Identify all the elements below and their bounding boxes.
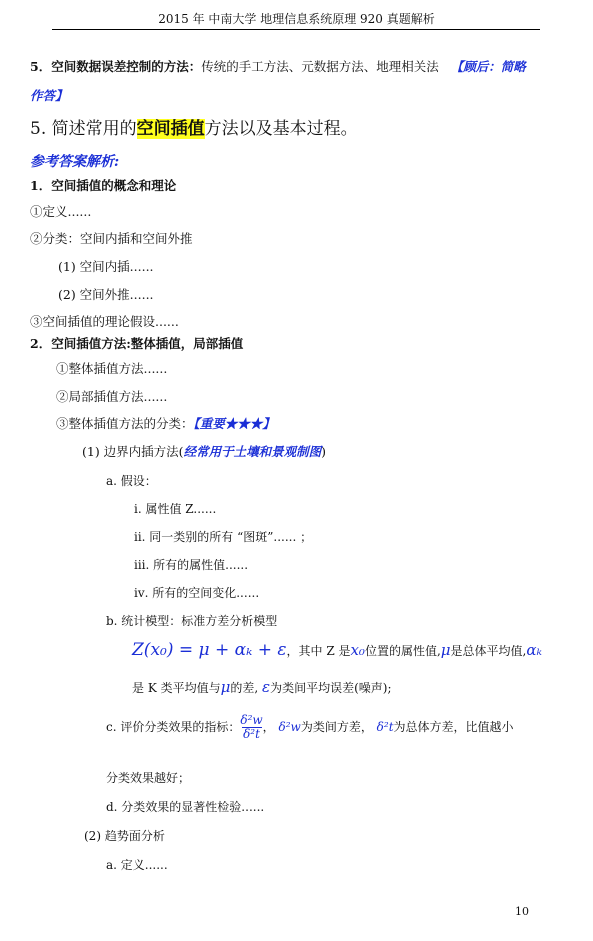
header-rule [52,29,540,30]
evaluation-cont: 分类效果越好； [106,771,191,785]
boundary-method-close: ) [321,444,326,459]
between-variance-text: 为类间方差， [300,720,373,734]
formula-alpha: αₖ [526,641,542,659]
importance-note: 【重要★★★】 [193,416,275,431]
formula-expl-1: 是 K 类平均值与 [132,681,221,695]
formula-expl-epsilon: ε [262,678,271,696]
section1-item-extrapolation: (2) 空间外推...... [58,287,154,302]
section1-item-definition: ①定义...... [30,204,92,219]
section2-item-global: ①整体插值方法...... [56,361,168,376]
question-highlight: 空间插值 [136,119,205,139]
section1-item-assumption: ③空间插值的理论假设...... [30,314,179,329]
page-header: 2015 年 中南大学 地理信息系统原理 920 真题解析 [158,12,435,26]
prev-answer-note-cont: 作答】 [30,88,68,103]
prev-answer-label: 5．空间数据误差控制的方法： [30,59,202,74]
formula-text-3: 是总体平均值, [450,644,527,658]
assumption-label: a. 假设： [106,474,157,488]
formula-explanation [132,678,392,696]
prev-answer-note: 【顾后：简略 [450,59,526,74]
evaluation-index-label: c. 评价分类效果的指标： [106,720,241,734]
page-number: 10 [515,905,529,918]
evaluation-index [106,714,514,741]
trend-surface-analysis: (2) 趋势面分析 [84,829,165,843]
question-suffix: 方法以及基本过程。 [204,119,358,139]
evaluation-comma: ， [262,720,275,734]
prev-answer-line [30,57,526,75]
formula-line [132,640,542,660]
section1-item-interpolation: (1) 空间内插...... [58,259,154,274]
formula-main: Z(x₀) = μ + αₖ + ε [132,640,287,660]
question-title [30,114,358,139]
section1-item-classification: ②分类：空间内插和空间外推 [30,231,193,246]
assumption-1: ⅰ. 属性值 Z...... [134,502,217,516]
section2-item-local: ②局部插值方法...... [56,389,168,404]
assumption-4: ⅳ. 所有的空间变化...... [134,586,260,600]
section2-heading: 2．空间插值方法:整体插值，局部插值 [30,336,244,351]
variance-ratio-numerator: δ²w [240,713,263,727]
section2-item-classes [56,414,275,432]
variance-ratio [240,714,262,741]
question-prefix: 5. 简述常用的 [30,119,137,139]
assumption-2: ⅱ. 同一类别的所有 “图斑”...... ； [134,530,313,544]
section1-heading: 1．空间插值的概念和理论 [30,178,177,193]
total-variance-text: 为总体方差，比值越小 [393,720,514,734]
between-variance-symbol: δ²w [278,720,301,734]
trend-surface-definition: a. 定义...... [106,858,168,872]
total-variance-symbol: δ²t [376,720,394,734]
statistical-model-label: b. 统计模型：标准方差分析模型 [106,614,278,628]
boundary-method-label: (1) 边界内插方法( [82,444,184,459]
formula-text-1: ，其中 Z 是 [286,644,351,658]
formula-expl-3: 为类间平均误差(噪声); [270,681,392,695]
formula-expl-2: 的差, [230,681,259,695]
formula-expl-mu: μ [220,678,231,696]
formula-text-2: 位置的属性值, [364,644,441,658]
assumption-3: ⅲ. 所有的属性值...... [134,558,249,572]
formula-x0: x₀ [350,641,365,659]
boundary-method [82,442,326,460]
prev-answer-text: 传统的手工方法、元数据方法、地理相关法 [201,59,439,74]
significance-test: d. 分类效果的显著性检验...... [106,800,265,814]
boundary-method-note: 经常用于土壤和景观制图 [183,444,322,459]
formula-mu: μ [440,641,451,659]
answer-heading: 参考答案解析: [30,154,120,170]
section2-item-classes-label: ③整体插值方法的分类： [56,416,194,431]
variance-ratio-denominator: δ²t [243,727,260,741]
